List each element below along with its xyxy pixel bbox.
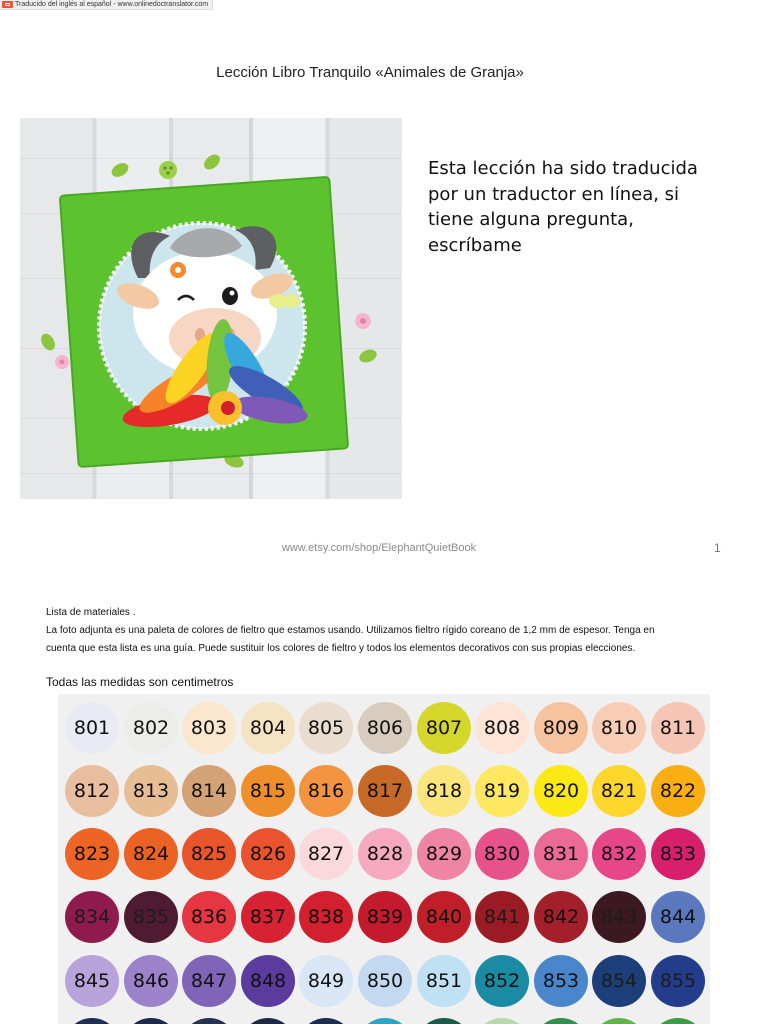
felt-swatch: 827: [299, 828, 353, 880]
shop-url[interactable]: www.etsy.com/shop/ElephantQuietBook: [281, 542, 477, 554]
felt-swatch: 824: [124, 828, 178, 880]
felt-swatch: [592, 1018, 646, 1024]
felt-swatch: 850: [358, 955, 412, 1007]
felt-swatch: 835: [124, 891, 178, 943]
translation-banner-text: Traducido del inglés al español - www.onlinedoctranslator.com: [15, 1, 209, 8]
felt-swatch: 841: [475, 891, 529, 943]
materials-description: La foto adjunta es una paleta de colores de fieltro que estamos usando. Utilizamos fieltro rígido coreano de 1,2 mm de espesor. Tenga en cuenta que esta lista es una guía. Puede sustituir los colores de fieltro y todos los elementos decorativos con sus propias elecciones.: [46, 625, 655, 654]
felt-swatch: 839: [358, 891, 412, 943]
felt-swatch: 812: [65, 765, 119, 817]
materials-heading: Lista de materiales .: [46, 607, 136, 618]
felt-swatch: 826: [241, 828, 295, 880]
felt-swatch: 829: [417, 828, 471, 880]
felt-swatch: [358, 1018, 412, 1024]
felt-swatch: [651, 1018, 705, 1024]
felt-swatch: [299, 1018, 353, 1024]
felt-swatch: 838: [299, 891, 353, 943]
felt-swatch: 843: [592, 891, 646, 943]
felt-swatch: 810: [592, 702, 646, 754]
felt-swatch: 815: [241, 765, 295, 817]
felt-swatch: 808: [475, 702, 529, 754]
felt-swatch: 811: [651, 702, 705, 754]
felt-swatch: 848: [241, 955, 295, 1007]
felt-swatch: 853: [534, 955, 588, 1007]
felt-swatch: 852: [475, 955, 529, 1007]
lesson-title: Lección Libro Tranquilo «Animales de Granja»: [216, 64, 524, 81]
felt-swatch: [241, 1018, 295, 1024]
felt-swatch: 822: [651, 765, 705, 817]
felt-swatch: 846: [124, 955, 178, 1007]
felt-swatch: 844: [651, 891, 705, 943]
felt-swatch: 813: [124, 765, 178, 817]
felt-swatch: 818: [417, 765, 471, 817]
felt-swatch: 854: [592, 955, 646, 1007]
felt-swatch: [124, 1018, 178, 1024]
felt-swatch: 840: [417, 891, 471, 943]
quiet-book-illustration: [20, 118, 402, 499]
felt-swatch: [417, 1018, 471, 1024]
felt-swatch: 806: [358, 702, 412, 754]
felt-swatch: 821: [592, 765, 646, 817]
translate-icon: [2, 1, 13, 8]
felt-swatch: 837: [241, 891, 295, 943]
felt-swatch: 845: [65, 955, 119, 1007]
felt-swatch: 825: [182, 828, 236, 880]
felt-swatch: 814: [182, 765, 236, 817]
felt-swatch: 801: [65, 702, 119, 754]
felt-swatch: 849: [299, 955, 353, 1007]
translation-banner: [0, 0, 213, 10]
felt-swatch: 819: [475, 765, 529, 817]
felt-swatch: 851: [417, 955, 471, 1007]
felt-swatch: [475, 1018, 529, 1024]
felt-swatch: 833: [651, 828, 705, 880]
felt-swatch: 855: [651, 955, 705, 1007]
felt-swatch: 830: [475, 828, 529, 880]
measures-note: Todas las medidas son centimetros: [46, 675, 234, 689]
felt-swatch: [534, 1018, 588, 1024]
book-cover-photo: [20, 118, 402, 499]
felt-swatch: 817: [358, 765, 412, 817]
felt-swatch: 820: [534, 765, 588, 817]
felt-swatch: 831: [534, 828, 588, 880]
felt-swatch: [182, 1018, 236, 1024]
felt-swatch: 836: [182, 891, 236, 943]
page-number: 1: [714, 541, 721, 555]
felt-color-palette: [58, 694, 710, 1024]
translation-notice: Esta lección ha sido traducida por un traductor en línea, si tiene alguna pregunta, escríbame: [428, 158, 698, 256]
materials-section: [46, 604, 686, 658]
felt-swatch: 807: [417, 702, 471, 754]
felt-swatch: 805: [299, 702, 353, 754]
felt-swatch: 828: [358, 828, 412, 880]
felt-swatch: 816: [299, 765, 353, 817]
felt-swatch: 802: [124, 702, 178, 754]
felt-swatch: 804: [241, 702, 295, 754]
felt-swatch: 803: [182, 702, 236, 754]
felt-swatch: 847: [182, 955, 236, 1007]
felt-swatch: 809: [534, 702, 588, 754]
felt-swatch: 832: [592, 828, 646, 880]
felt-swatch: [65, 1018, 119, 1024]
felt-swatch: 842: [534, 891, 588, 943]
felt-swatch: 823: [65, 828, 119, 880]
felt-swatch: 834: [65, 891, 119, 943]
